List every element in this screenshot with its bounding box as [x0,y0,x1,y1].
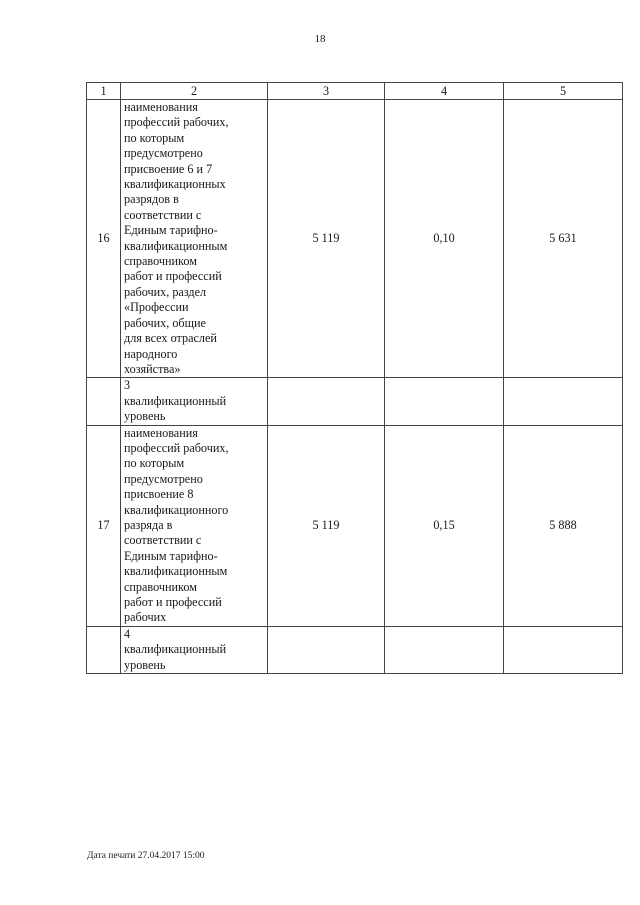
column-header: 2 [121,83,268,100]
cell-text-line: профессий рабочих, [124,440,229,455]
profession-name-cell [121,100,268,378]
salary-cell: 5 631 [504,100,623,378]
cell-text-line: квалификационного [124,502,229,517]
cell-text-line: справочником [124,254,197,269]
base-salary-cell: 5 119 [268,425,385,626]
cell-text-line: квалификационным [124,238,228,253]
table-row [87,100,623,378]
base-salary-cell [268,378,385,425]
base-salary-cell: 5 119 [268,100,385,378]
cell-text-line: народного [124,346,178,361]
row-number [87,626,121,673]
cell-text-line: предусмотрено [124,146,203,161]
cell-text-line: «Профессии [124,300,189,315]
cell-text-line: рабочих [124,610,167,625]
table-row [87,425,623,626]
cell-text-line: уровень [124,657,166,672]
base-salary-cell [268,626,385,673]
coefficient-cell: 0,15 [385,425,504,626]
cell-text-line: для всех отраслей [124,331,217,346]
cell-text-line: рабочих, раздел [124,284,207,299]
cell-text-line: по которым [124,456,185,471]
qualification-level-cell [121,626,268,673]
cell-text-line: рабочих, общие [124,315,206,330]
cell-text-line: работ и профессий [124,595,222,609]
cell-text-line: присвоение 8 [124,487,194,502]
cell-text-line: уровень [124,409,166,424]
cell-text-line: разряда в [124,517,173,532]
column-header: 3 [268,83,385,100]
cell-text-line: квалификационных [124,177,226,192]
qualification-level-cell [121,378,268,425]
profession-name-cell [121,425,268,626]
coefficient-cell [385,626,504,673]
cell-text-line: присвоение 6 и 7 [124,161,213,176]
cell-text-line: разрядов в [124,192,179,207]
cell-text-line: справочником [124,579,197,594]
column-header: 1 [87,83,121,100]
table-row [87,378,623,425]
cell-text-line: наименования [124,425,198,440]
cell-text-line: квалификационный [124,393,227,408]
row-number: 17 [87,425,121,626]
cell-text-line: Единым тарифно- [124,548,218,563]
column-header: 4 [385,83,504,100]
cell-text-line: соответствии с [124,533,202,548]
row-number: 16 [87,100,121,378]
table-header-row [87,83,623,100]
cell-text-line: 4 [124,626,131,641]
table-row [87,626,623,673]
page-number: 18 [314,33,326,45]
row-number [87,378,121,425]
salary-cell [504,378,623,425]
cell-text-line: квалификационным [124,564,228,579]
cell-text-line: Единым тарифно- [124,223,218,238]
cell-text-line: работ и профессий [124,269,222,284]
cell-text-line: соответствии с [124,207,202,222]
cell-text-line: 3 [124,378,131,393]
cell-text-line: предусмотрено [124,471,203,486]
cell-text-line: по которым [124,130,185,145]
tariff-table [86,82,623,674]
coefficient-cell [385,378,504,425]
cell-text-line: профессий рабочих, [124,115,229,130]
salary-cell: 5 888 [504,425,623,626]
coefficient-cell: 0,10 [385,100,504,378]
column-header: 5 [504,83,623,100]
salary-cell [504,626,623,673]
print-date-footer: Дата печати 27.04.2017 15:00 [87,851,205,861]
cell-text-line: хозяйства» [124,361,181,376]
cell-text-line: наименования [124,100,198,114]
cell-text-line: квалификационный [124,642,227,657]
